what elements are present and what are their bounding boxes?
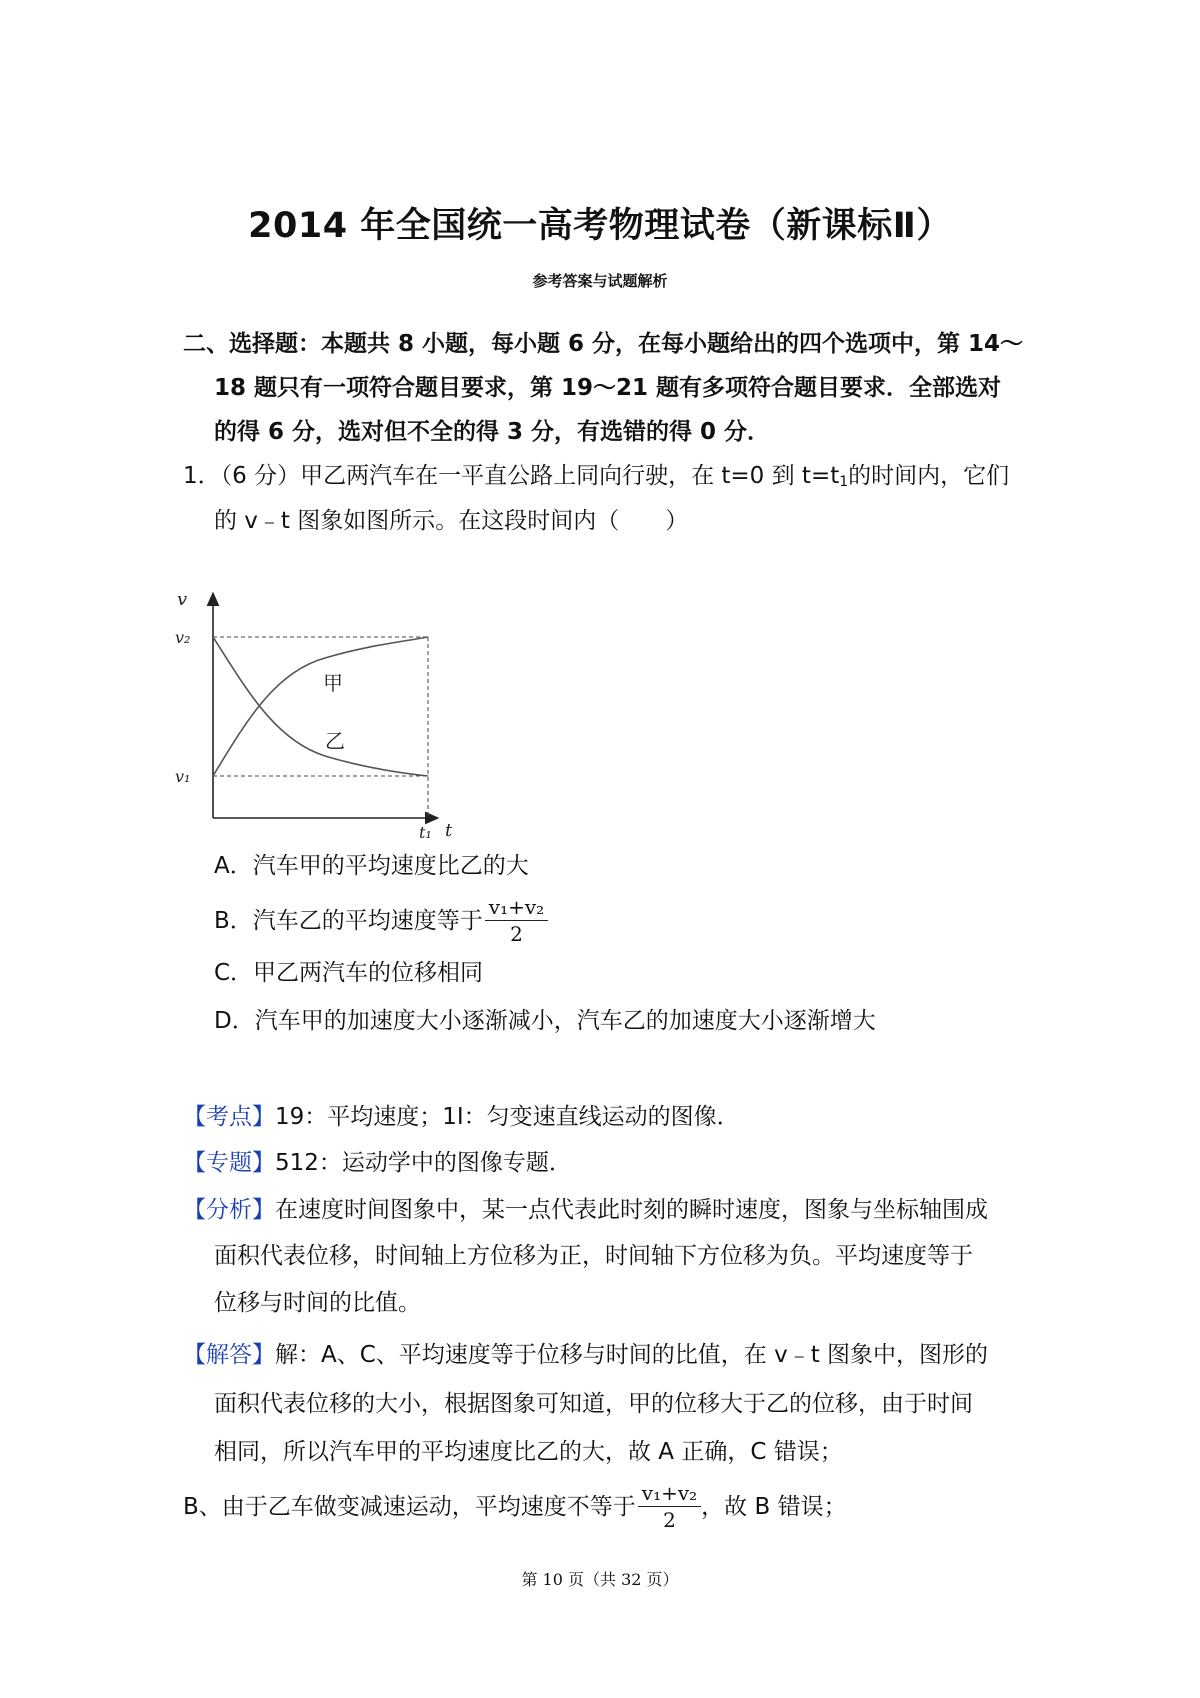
fenxi-line-1 [183,1199,988,1222]
page-footer: 第 10 页（共 32 页） [521,1570,679,1589]
fenxi-line-2: 面积代表位移，时间轴上方位移为正，时间轴下方位移为负。平均速度等于 [214,1243,973,1269]
question-stem-line-2: 的 v﹣t 图象如图所示。在这段时间内（ ） [214,508,689,534]
option-c: C．甲乙两汽车的位移相同 [214,960,484,986]
vt-graph [175,590,475,838]
curve-yi [213,637,428,776]
b-conclusion-suffix: ，故 B 错误； [701,1493,847,1520]
option-b-text: B．汽车乙的平均速度等于 [214,907,483,934]
fraction-numerator: v₁+v₂ [485,896,548,921]
section-heading-line-3: 的得 6 分，选对但不全的得 3 分，有选错的得 0 分． [214,419,771,445]
question-stem-subscript: 1 [839,474,849,490]
page-title: 2014 年全国统一高考物理试卷（新课标Ⅱ） [248,206,952,246]
b-conclusion-prefix: B、由于乙车做变减速运动，平均速度不等于 [183,1493,636,1520]
v2-label: v₂ [175,628,191,647]
option-a: A．汽车甲的平均速度比乙的大 [214,853,529,879]
jieda-text-1: 解：A、C、平均速度等于位移与时间的比值，在 v﹣t 图象中，图形的 [275,1342,989,1368]
section-heading-line-2: 18 题只有一项符合题目要求，第 19～21 题有多项符合题目要求．全部选对 [214,375,1002,401]
jieda-tag: 【解答】 [183,1342,275,1368]
fraction-denominator: 2 [510,922,523,946]
option-d: D．汽车甲的加速度大小逐渐减小，汽车乙的加速度大小逐渐增大 [214,1008,876,1034]
fraction-numerator: v₁+v₂ [638,1482,701,1507]
b-conclusion-line [183,1480,847,1534]
section-heading-line-1: 二、选择题：本题共 8 小题，每小题 6 分，在每小题给出的四个选项中，第 14～ [183,331,1024,357]
fenxi-line-3: 位移与时间的比值。 [214,1290,421,1316]
b-conclusion-fraction [638,1482,701,1532]
zhuanti-line [183,1152,572,1175]
x-axis-label: t [445,820,453,838]
jieda-line-2: 面积代表位移的大小，根据图象可知道，甲的位移大于乙的位移，由于时间 [214,1391,973,1417]
kaodian-text: 19：平均速度；1I：匀变速直线运动的图像． [275,1104,740,1130]
question-stem-line-1 [183,465,1009,489]
page-subtitle: 参考答案与试题解析 [532,272,668,290]
zhuanti-tag: 【专题】 [183,1150,275,1176]
t1-label: t₁ [419,823,432,838]
curve-yi-label: 乙 [325,729,345,753]
v1-label: v₁ [175,767,191,786]
option-b [214,896,548,946]
kaodian-line [183,1106,740,1129]
question-stem-part-b: 的时间内，它们 [848,463,1010,489]
fenxi-tag: 【分析】 [183,1197,275,1223]
question-stem-part-a: 1．（6 分）甲乙两汽车在一平直公路上同向行驶，在 t=0 到 t=t [183,463,840,489]
jieda-line-1 [183,1344,988,1367]
fenxi-text-1: 在速度时间图象中，某一点代表此时刻的瞬时速度，图象与坐标轴围成 [275,1197,988,1223]
curve-jia-label: 甲 [323,671,343,695]
kaodian-tag: 【考点】 [183,1104,275,1130]
y-axis-label: v [177,590,188,610]
jieda-line-3: 相同，所以汽车甲的平均速度比乙的大，故 A 正确，C 错误； [214,1439,843,1465]
fraction-denominator: 2 [663,1508,676,1532]
option-b-fraction [485,896,548,946]
zhuanti-text: 512：运动学中的图像专题． [275,1150,572,1176]
